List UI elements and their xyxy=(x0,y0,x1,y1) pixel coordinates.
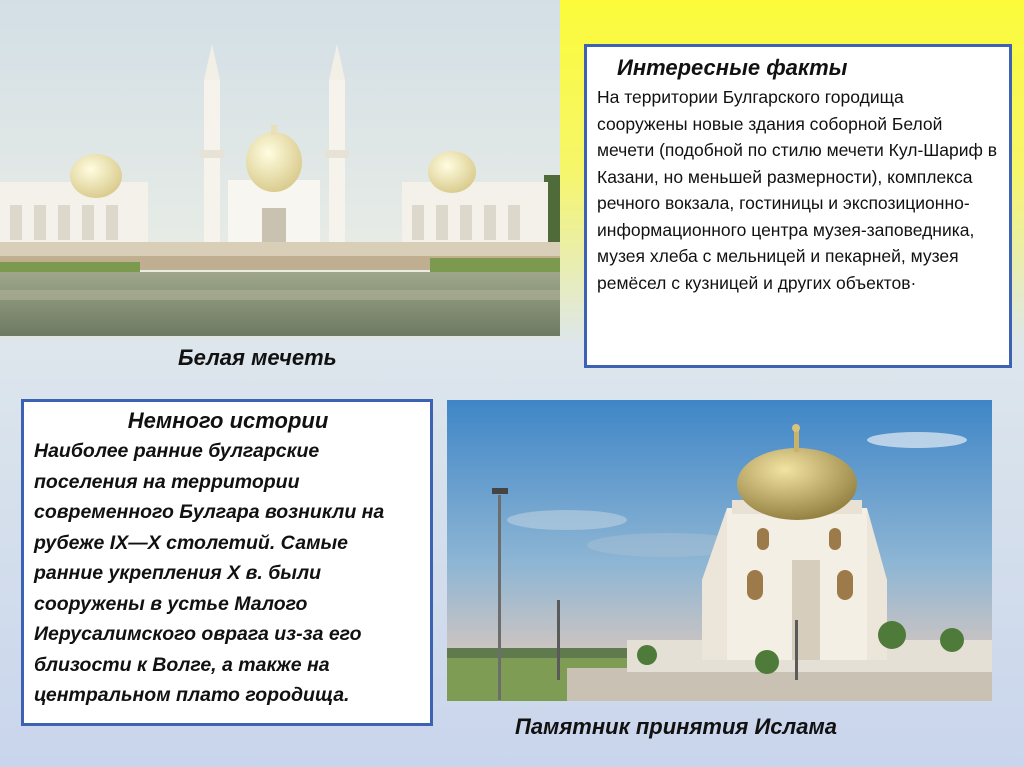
history-text: Наиболее ранние булгарские поселения на территории современного Булгара возникли на рубеже IX—X столетий. Самые ранние укрепления X в. были сооружены в устье Малого Иерусалимского оврага из-за его близости к Волге, а также на центральном плато городища. xyxy=(34,440,385,706)
history-title: Немного истории xyxy=(127,408,329,433)
monument-image xyxy=(447,400,992,701)
white-mosque-caption: Белая мечеть xyxy=(178,345,337,370)
white-mosque-image xyxy=(0,0,560,336)
white-mosque-photo xyxy=(0,0,560,336)
monument-caption: Памятник принятия Ислама xyxy=(515,714,837,739)
facts-text: На территории Булгарского городища сооружены новые здания соборной Белой мечети (подобной по стилю мечети Кул-Шариф в Казани, но меньшей размерности), комплекса речного вокзала, гостиницы и экспозиционно-информационного центра музея-заповедника, музея хлеба с мельницей и пекарней, музея ремёсел с кузницей и других объектов· xyxy=(597,87,998,293)
facts-title: Интересные факты xyxy=(617,55,848,80)
monument-photo xyxy=(447,400,992,701)
history-box xyxy=(21,399,433,726)
interesting-facts-box xyxy=(584,44,1012,368)
